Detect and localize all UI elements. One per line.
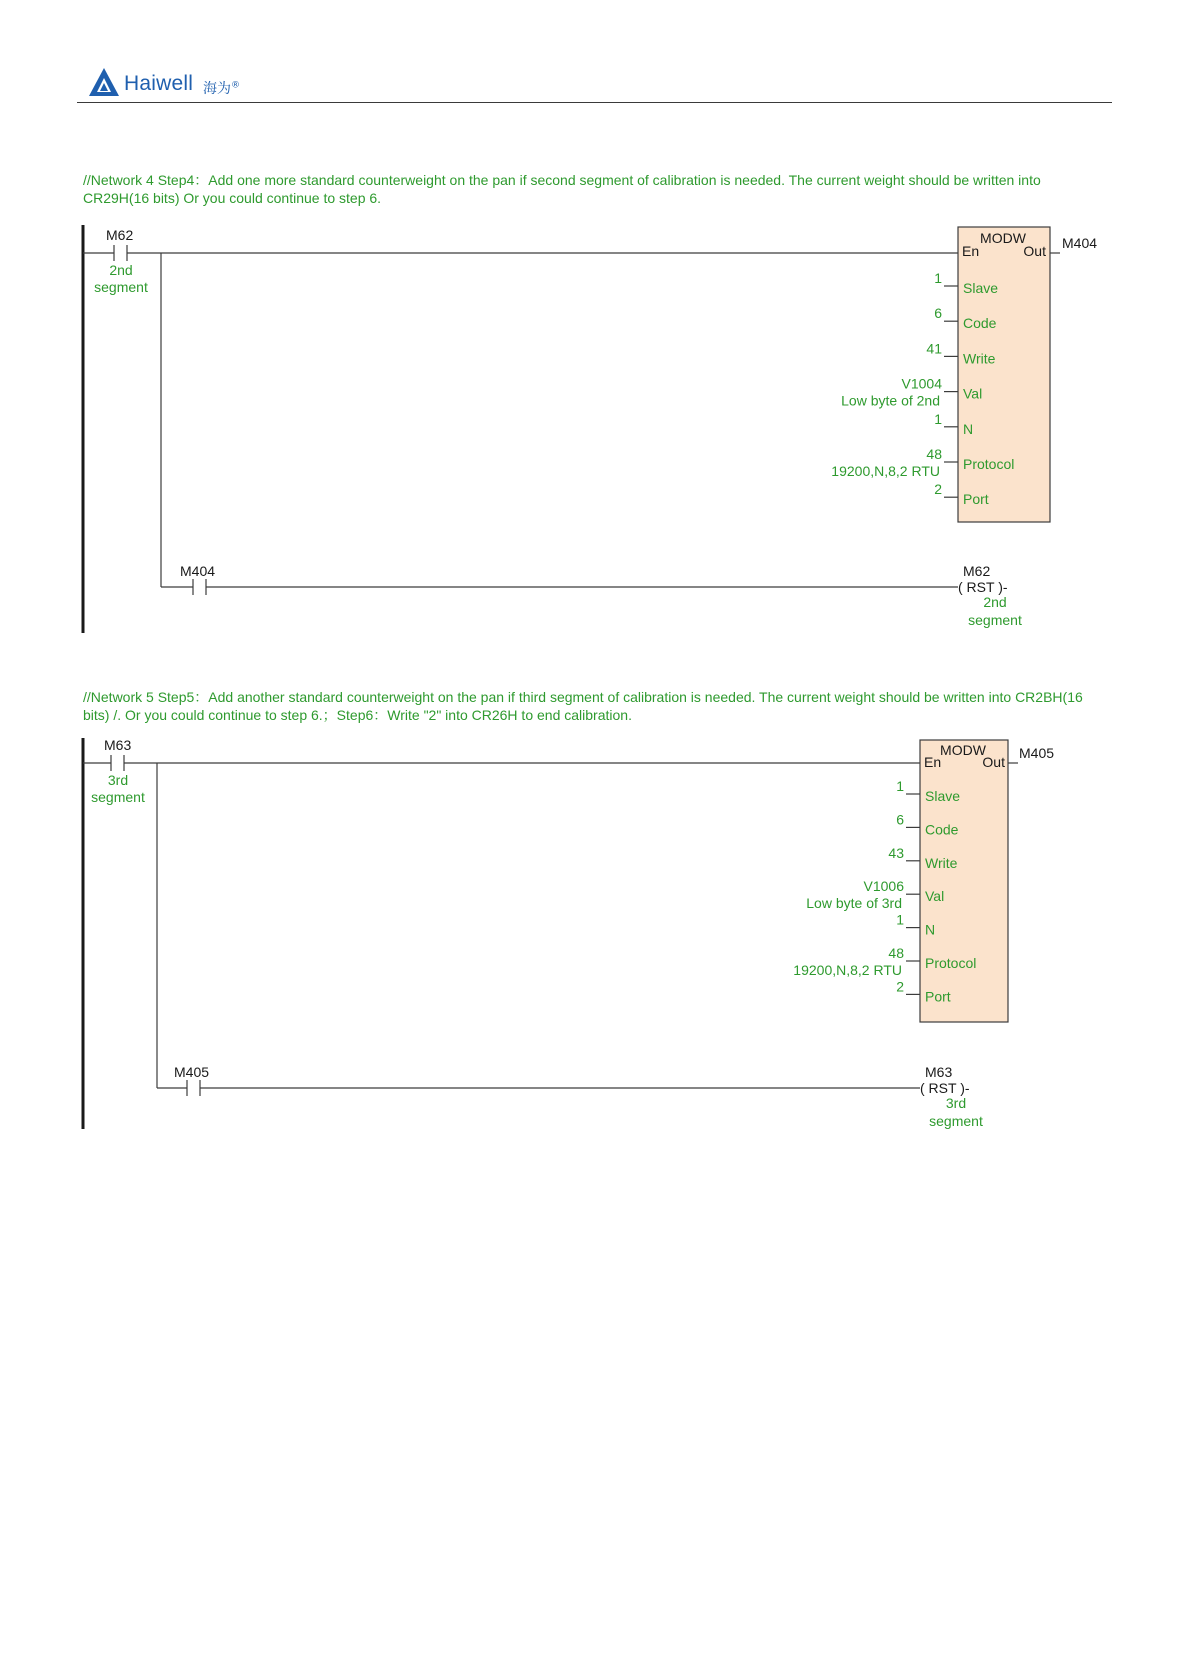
pin-label-val: Val [963,385,983,402]
coil-note: segment [929,1113,983,1129]
block-en-pin: En [924,754,942,770]
pin-value: 6 [896,811,904,828]
pin-label-protocol: Protocol [963,456,1015,472]
pin-value: 1 [896,911,904,928]
pin-label-n: N [963,420,974,437]
pin-label-code: Code [925,821,959,838]
block-out-pin: Out [982,754,1005,770]
pin-note: Low byte of 3rd [806,895,902,912]
network-4-comment: //Network 4 Step4：Add one more standard counterweight on the pan if second segment of calibration is needed. The current weight should be written into CR29H(16 bits) Or you could continue to step 6. [83,172,1041,206]
coil-note: 2nd [983,594,1007,610]
pin-value: 2 [896,978,904,995]
block-out-pin: Out [1023,243,1046,259]
page-header [77,64,1112,103]
network-5-comment: //Network 5 Step5：Add another standard counterweight on the pan if third segment of calibration is needed. The current weight should be written into CR2BH(16 bits) /. Or you could continue to step 6.；Step6：Write "2" into CR26H to end calibration. [83,689,1083,723]
pin-label-slave: Slave [963,280,999,296]
pin-value: V1004 [901,375,942,392]
contact-note: 2nd [109,262,133,278]
haiwell-logo-icon [87,66,121,98]
contact-m404[interactable] [193,579,206,595]
pin-value: 48 [926,446,942,462]
pin-label-protocol: Protocol [925,955,977,971]
contact-address: M62 [106,227,134,243]
block-en-pin: En [962,243,980,259]
pin-value: 41 [926,340,942,357]
block-name: MODW [980,230,1026,246]
pin-value: 6 [934,305,942,322]
pin-label-write: Write [963,350,996,367]
pin-label-code: Code [963,315,997,332]
contact-m405[interactable] [187,1080,200,1096]
out-coil: M405 [1019,745,1055,761]
pin-value: 1 [934,410,942,427]
brand-name: Haiwell [124,72,194,95]
pin-note: 19200,N,8,2 RTU [831,463,940,479]
contact-m63[interactable] [111,755,124,771]
pin-label-slave: Slave [925,788,961,804]
modw-block[interactable] [958,227,1050,522]
pin-value: 2 [934,481,942,498]
pin-note: Low byte of 2nd [841,392,940,409]
pin-label-val: Val [925,888,945,905]
modw-block[interactable] [920,740,1008,1022]
pin-label-n: N [925,921,936,938]
contact-address: M63 [104,737,132,753]
coil-address: M63 [925,1064,953,1080]
rst-coil[interactable]: ( RST )- [958,579,1008,595]
contact-note: segment [94,279,148,295]
coil-note: 3rd [945,1095,967,1111]
pin-value: 43 [888,844,904,861]
pin-value: V1006 [863,878,904,895]
brand-name-cn: 海为® [203,80,240,97]
contact-address: M405 [174,1064,210,1080]
pin-label-port: Port [963,491,989,508]
rst-coil[interactable]: ( RST )- [920,1080,970,1096]
coil-address: M62 [963,563,991,579]
pin-value: 48 [888,945,904,961]
contact-note: 3rd [107,772,129,788]
pin-note: 19200,N,8,2 RTU [793,962,902,978]
network-4-ladder [0,220,1185,640]
coil-note: segment [968,612,1022,628]
pin-label-write: Write [925,854,958,871]
contact-address: M404 [180,563,216,579]
network-5-ladder [0,733,1185,1133]
pin-label-port: Port [925,988,951,1005]
out-coil: M404 [1062,235,1098,251]
contact-note: segment [91,789,145,805]
block-name: MODW [940,742,986,758]
contact-m62[interactable] [114,245,127,261]
pin-value: 1 [896,778,904,794]
pin-value: 1 [934,270,942,286]
